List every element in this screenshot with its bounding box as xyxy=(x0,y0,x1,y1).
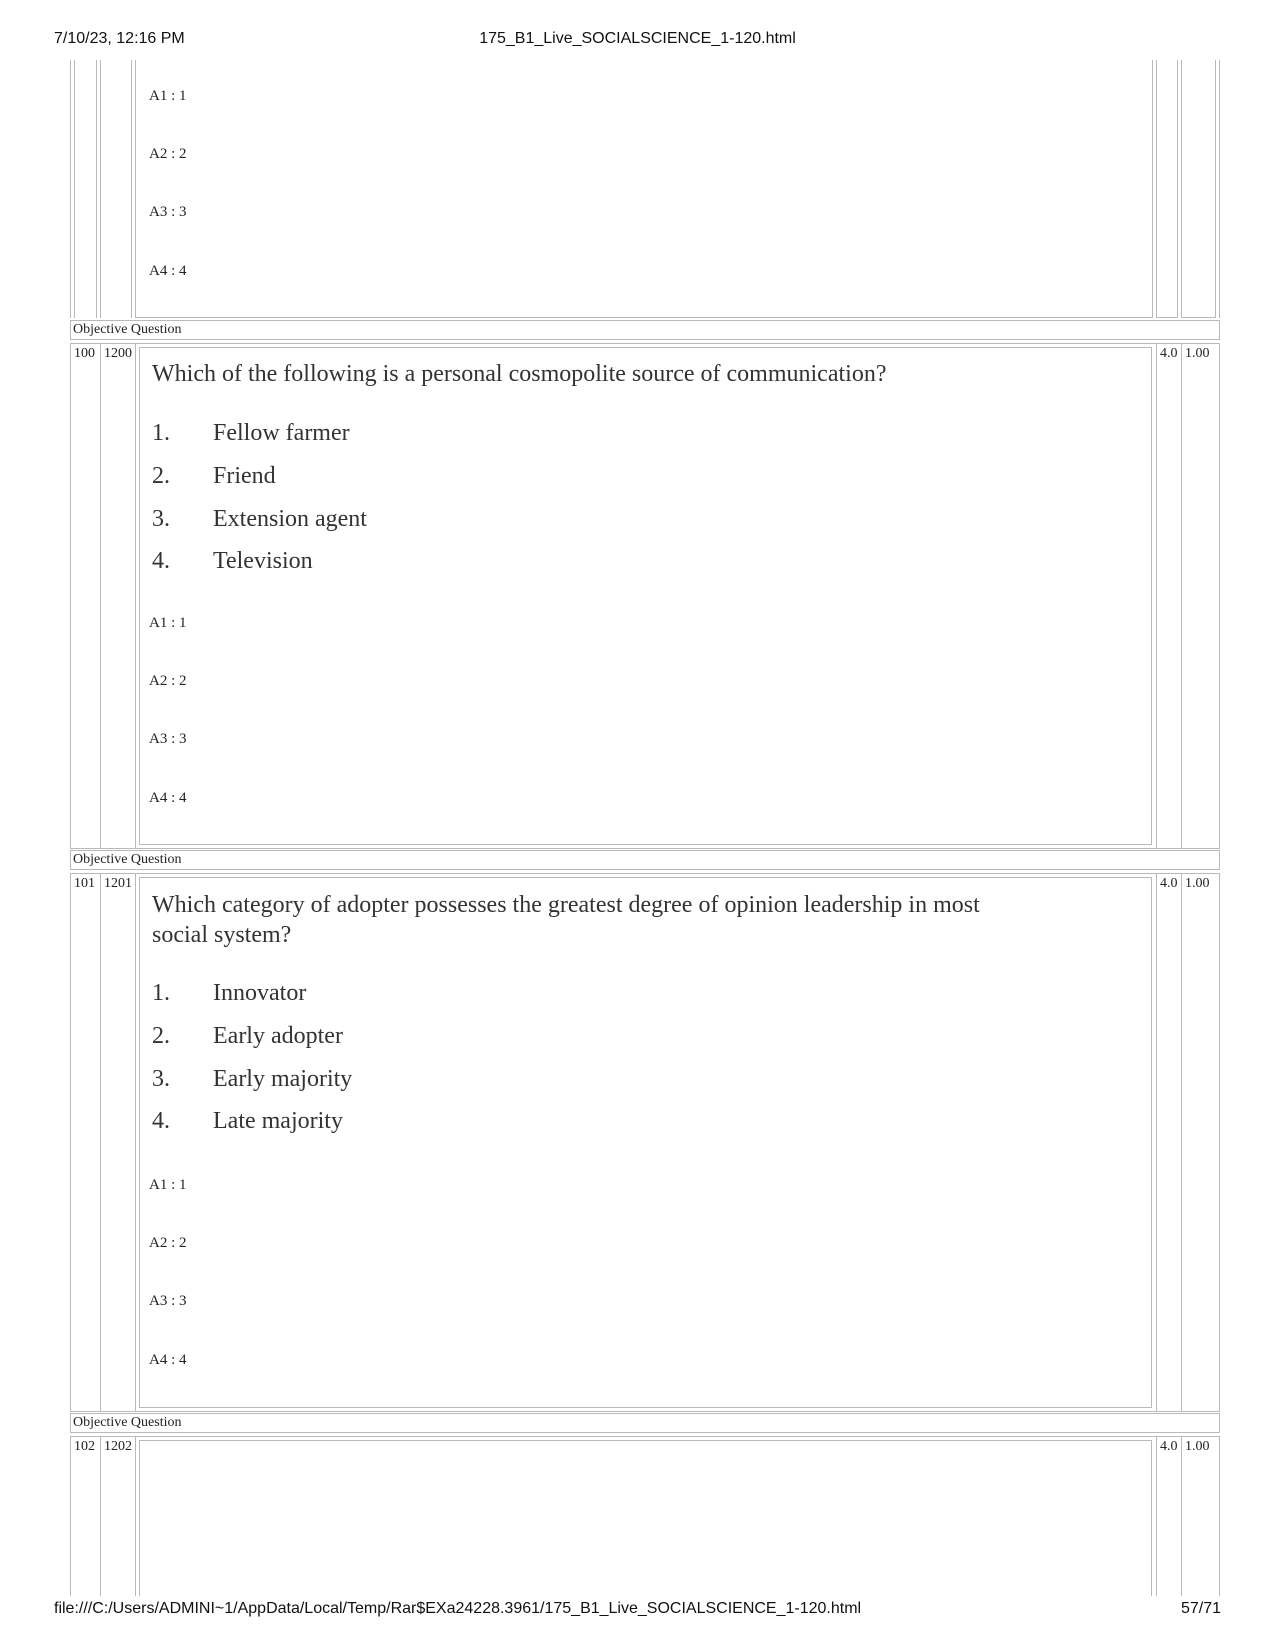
question-marks: 4.0 xyxy=(1160,876,1178,891)
answer-label: A1 : 1 xyxy=(149,88,187,104)
question-marks: 4.0 xyxy=(1160,346,1178,361)
print-title: 175_B1_Live_SOCIALSCIENCE_1-120.html xyxy=(479,30,796,47)
question-type-label: Objective Question xyxy=(70,850,1220,870)
question-text: Which of the following is a personal cosmopolite source of communication? xyxy=(152,361,887,387)
answer-label: A2 : 2 xyxy=(149,673,187,689)
question-serial: 100 xyxy=(74,346,95,361)
option-4: 4. Television xyxy=(152,548,313,574)
file-path: file:///C:/Users/ADMINI~1/AppData/Local/Temp/Rar$EXa24228.3961/175_B1_Live_SOCIALSCIENCE_1-120.html xyxy=(54,1600,862,1617)
question-type-label: Objective Question xyxy=(70,320,1220,340)
question-text-line-1: Which category of adopter possesses the greatest degree of opinion leadership in most xyxy=(152,892,980,918)
answer-label: A4 : 4 xyxy=(149,1352,187,1368)
option-3: 3. Extension agent xyxy=(152,506,367,532)
question-id: 1202 xyxy=(104,1439,132,1454)
answer-label: A3 : 3 xyxy=(149,204,187,220)
option-2: 2. Early adopter xyxy=(152,1023,343,1049)
question-id: 1201 xyxy=(104,876,132,891)
answer-label: A2 : 2 xyxy=(149,1235,187,1251)
question-negative-marks: 1.00 xyxy=(1185,346,1210,361)
question-marks: 4.0 xyxy=(1160,1439,1178,1454)
page-number: 57/71 xyxy=(1180,1600,1221,1617)
question-text-line-2: social system? xyxy=(152,922,292,948)
option-1: 1. Innovator xyxy=(152,980,307,1006)
question-id: 1200 xyxy=(104,346,132,361)
answer-label: A1 : 1 xyxy=(149,615,187,631)
question-serial: 102 xyxy=(74,1439,95,1454)
answer-label: A1 : 1 xyxy=(149,1177,187,1193)
option-1: 1. Fellow farmer xyxy=(152,420,350,446)
answer-label: A3 : 3 xyxy=(149,1293,187,1309)
option-2: 2. Friend xyxy=(152,463,276,489)
question-negative-marks: 1.00 xyxy=(1185,1439,1210,1454)
option-3: 3. Early majority xyxy=(152,1066,353,1092)
answer-label: A2 : 2 xyxy=(149,146,187,162)
option-4: 4. Late majority xyxy=(152,1108,343,1134)
question-negative-marks: 1.00 xyxy=(1185,876,1210,891)
question-type-label: Objective Question xyxy=(70,1413,1220,1433)
answer-label: A4 : 4 xyxy=(149,263,187,279)
print-datetime: 7/10/23, 12:16 PM xyxy=(54,30,185,47)
question-serial: 101 xyxy=(74,876,95,891)
answer-label: A4 : 4 xyxy=(149,790,187,806)
answer-label: A3 : 3 xyxy=(149,731,187,747)
